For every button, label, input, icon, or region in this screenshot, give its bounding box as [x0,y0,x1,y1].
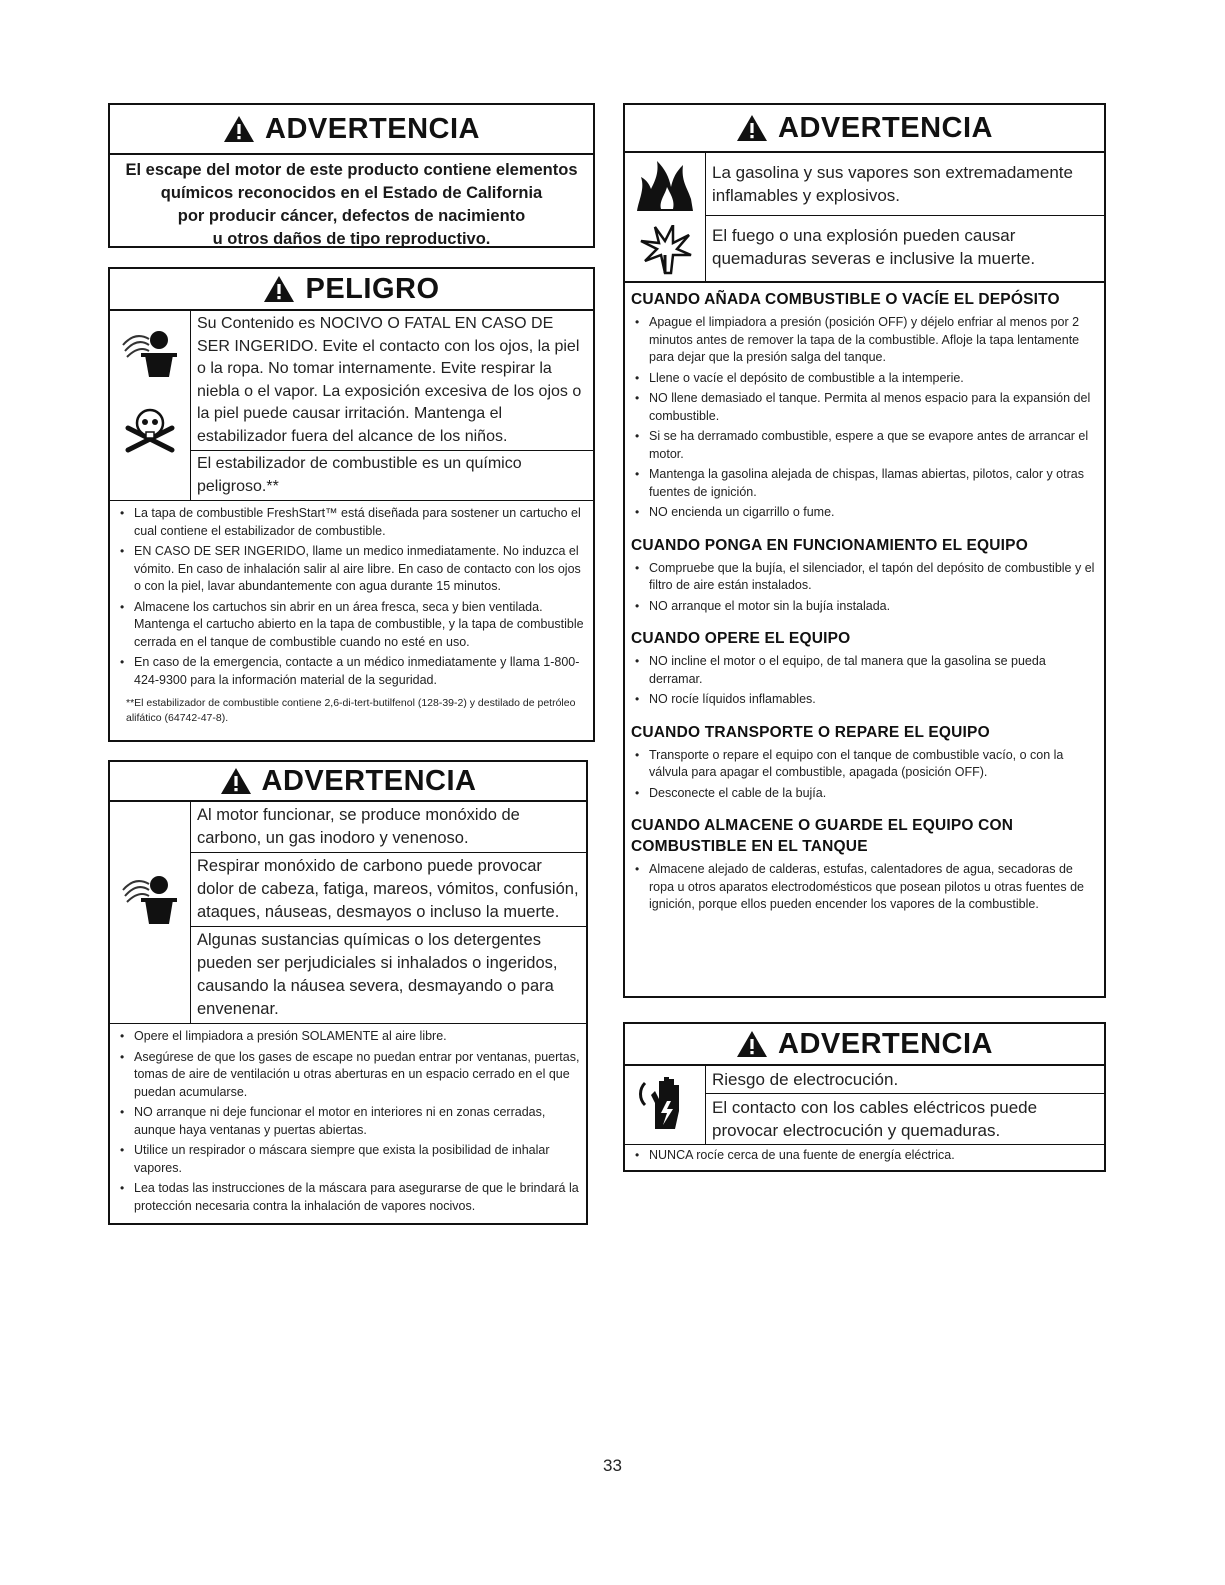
danger-statement-row [110,311,593,501]
section-bullet-list [625,310,1104,529]
list-item: • NO encienda un cigarrillo o fume. [633,504,1098,522]
warning-header [625,105,1104,153]
co-bullet-list [110,1024,586,1222]
warning-triangle-icon [263,275,295,303]
electrocution-warning-box [623,1022,1106,1172]
gasoline-statement: La gasolina y sus vapores son extremadamente inflamables y explosivos. [712,163,1073,205]
electrocution-statements [705,1066,1104,1144]
california-line: químicos reconocidos en el Estado de California [160,184,543,202]
warning-triangle-icon [223,115,255,143]
danger-icon-column [110,311,190,471]
co-statement: Respirar monóxido de carbono puede provocar dolor de cabeza, fatiga, mareos, vómitos, confusión, ataques, náuseas, desmayos o incluso la muerte. [191,852,586,926]
list-item: • En caso de la emergencia, contacte a un médico inmediatamente y llama 1-800-424-9300 para la información material de la seguridad. [118,654,587,689]
gasoline-section [625,716,1104,810]
list-item: • Compruebe que la bujía, el silenciador, el tapón del depósito de combustible y el filtro de aire están instalados. [633,560,1098,595]
section-heading: CUANDO TRANSPORTE O REPARE EL EQUIPO [631,723,990,741]
list-item: • Almacene los cartuchos sin abrir en un área fresca, seca y bien ventilada. Mantenga el cartucho abierto en la tapa de combustible, y la tapa de combustible cerrada en el tanque de combustible cuando no esté en uso. [118,599,587,652]
explosion-icon [637,225,693,275]
gasoline-statement: El fuego o una explosión pueden causar quemaduras severas e inclusive la muerte. [706,215,1104,278]
page-number: 33 [603,1456,622,1475]
list-item: • La tapa de combustible FreshStart™ está diseñada para sostener un cartucho el cual contiene el estabilizador de combustible. [118,505,587,540]
list-item: • NO arranque el motor sin la bujía instalada. [633,598,1098,616]
list-item: • Desconecte el cable de la bujía. [633,785,1098,803]
section-heading: CUANDO PONGA EN FUNCIONAMIENTO EL EQUIPO [631,536,1028,554]
gasoline-statements [705,153,1104,281]
carbon-monoxide-box [108,760,588,1225]
list-item: • Si se ha derramado combustible, espere a que se evapore antes de arrancar el motor. [633,428,1098,463]
california-text [110,155,593,257]
gasoline-section [625,809,1104,921]
gasoline-section [625,622,1104,716]
list-item: • Utilice un respirador o máscara siempre que exista la posibilidad de inhalar vapores. [118,1142,580,1177]
electrocution-bullet-list [625,1145,1104,1172]
danger-bullet-list [110,501,593,696]
california-line: El escape del motor de este producto contiene elementos [125,161,578,179]
warning-title: ADVERTENCIA [261,764,477,797]
co-statement-row [110,802,586,1024]
list-item: • NUNCA rocíe cerca de una fuente de energía eléctrica. [633,1147,1098,1165]
list-item: • Mantenga la gasolina alejada de chispas, llamas abiertas, pilotos, calor y otras fuentes de ignición. [633,466,1098,501]
electrocution-statement: El contacto con los cables eléctricos puede provocar electrocución y quemaduras. [706,1093,1104,1144]
warning-triangle-icon [220,767,252,795]
co-statement: Algunas sustancias químicas o los detergentes pueden ser perjudiciales si inhalados o ingeridos, causando la náusea severa, desmayando o para envenenar. [191,926,586,1023]
danger-header [110,269,593,311]
electrocution-statement-row [625,1066,1104,1145]
danger-box [108,267,595,742]
warning-triangle-icon [736,114,768,142]
inhalation-hazard-icon [119,325,181,379]
section-heading: CUANDO OPERE EL EQUIPO [631,630,851,647]
skull-crossbones-icon [122,406,178,458]
california-warning-box [108,103,595,248]
electric-shock-hand-icon [637,1073,693,1131]
danger-statement: El estabilizador de combustible es un químico peligroso.** [191,450,593,500]
list-item: • Lea todas las instrucciones de la máscara para asegurarse de que le brindará la protección necesaria contra la inhalación de vapores nocivos. [118,1180,580,1215]
section-bullet-list [625,857,1104,921]
danger-footnote: **El estabilizador de combustible contiene 2,6-di-tert-butilfenol (128-39-2) y destilado de petróleo alifático (64742-47-8). [126,697,576,724]
section-heading: CUANDO ALMACENE O GUARDE EL EQUIPO CON COMBUSTIBLE EN EL TANQUE [631,817,1014,855]
electrocution-statement: Riesgo de electrocución. [712,1070,899,1089]
gasoline-statement-row [625,153,1104,283]
list-item: • Asegúrese de que los gases de escape no puedan entrar por ventanas, puertas, tomas de aire de ventilación u otras aberturas en un espacio cerrado en el que puedan acumularse. [118,1049,580,1102]
california-line: por producir cáncer, defectos de nacimiento [177,207,526,225]
section-bullet-list [625,743,1104,810]
warning-triangle-icon [736,1030,768,1058]
section-bullet-list [625,649,1104,716]
warning-header [110,762,586,802]
warning-title: ADVERTENCIA [778,111,993,144]
list-item: • NO arranque ni deje funcionar el motor en interiores ni en zonas cerradas, aunque haya ventanas y puertas abiertas. [118,1104,580,1139]
section-bullet-list [625,556,1104,623]
warning-title: ADVERTENCIA [265,112,480,145]
co-statements [190,802,586,1023]
list-item: • NO rocíe líquidos inflamables. [633,691,1098,709]
list-item: • Llene o vacíe el depósito de combustible a la intemperie. [633,370,1098,388]
warning-title: ADVERTENCIA [778,1027,993,1060]
electrocution-icon-column [625,1066,705,1138]
gasoline-icon-column [625,153,705,281]
list-item: • NO llene demasiado el tanque. Permita al menos espacio para la expansión del combustible. [633,390,1098,425]
list-item: • Transporte o repare el equipo con el tanque de combustible vacío, o con la válvula para apagar el combustible, apagada (posición OFF). [633,747,1098,782]
gasoline-section [625,529,1104,623]
list-item: • EN CASO DE SER INGERIDO, llame un medico inmediatamente. No induzca el vómito. En caso de inhalación salir al aire libre. En caso de contacto con los ojos o con la piel, lavar abundantemente con agua durante 15 minutos. [118,543,587,596]
list-item: • Opere el limpiadora a presión SOLAMENTE al aire libre. [118,1028,580,1046]
fire-icon [633,159,697,213]
co-statement: Al motor funcionar, se produce monóxido de carbono, un gas inodoro y venenoso. [197,806,520,847]
inhalation-hazard-icon [119,868,181,926]
warning-header [110,105,593,155]
danger-statements [190,311,593,500]
co-icon-column [110,802,190,992]
section-heading: CUANDO AÑADA COMBUSTIBLE O VACÍE EL DEPÓSITO [631,291,1060,308]
gasoline-section [625,283,1104,529]
california-line: u otros daños de tipo reproductivo. [212,230,491,248]
list-item: • Apague el limpiadora a presión (posición OFF) y déjelo enfriar al menos por 2 minutos antes de remover la tapa de la combustible. Afloje la tapa lentamente para dejar que la presión salga del tanque. [633,314,1098,367]
danger-title: PELIGRO [305,272,440,305]
list-item: • NO incline el motor o el equipo, de tal manera que la gasolina se pueda derramar. [633,653,1098,688]
list-item: • Almacene alejado de calderas, estufas, calentadores de agua, secadoras de ropa u otros aparatos electrodomésticos que posean pilotos u otras fuentes de ignición, porque ellos pueden encender los vapores de la combustible. [633,861,1098,914]
warning-header [625,1024,1104,1066]
gasoline-warning-box [623,103,1106,998]
danger-statement: Su Contenido es NOCIVO O FATAL EN CASO DE SER INGERIDO. Evite el contacto con los ojos, la piel o la ropa. No tomar internamente. Evite respirar la niebla o el vapor. La exposición excesiva de los ojos o la piel puede causar irritación. Mantenga el estabilizador fuera del alcance de los niños. [197,315,582,445]
